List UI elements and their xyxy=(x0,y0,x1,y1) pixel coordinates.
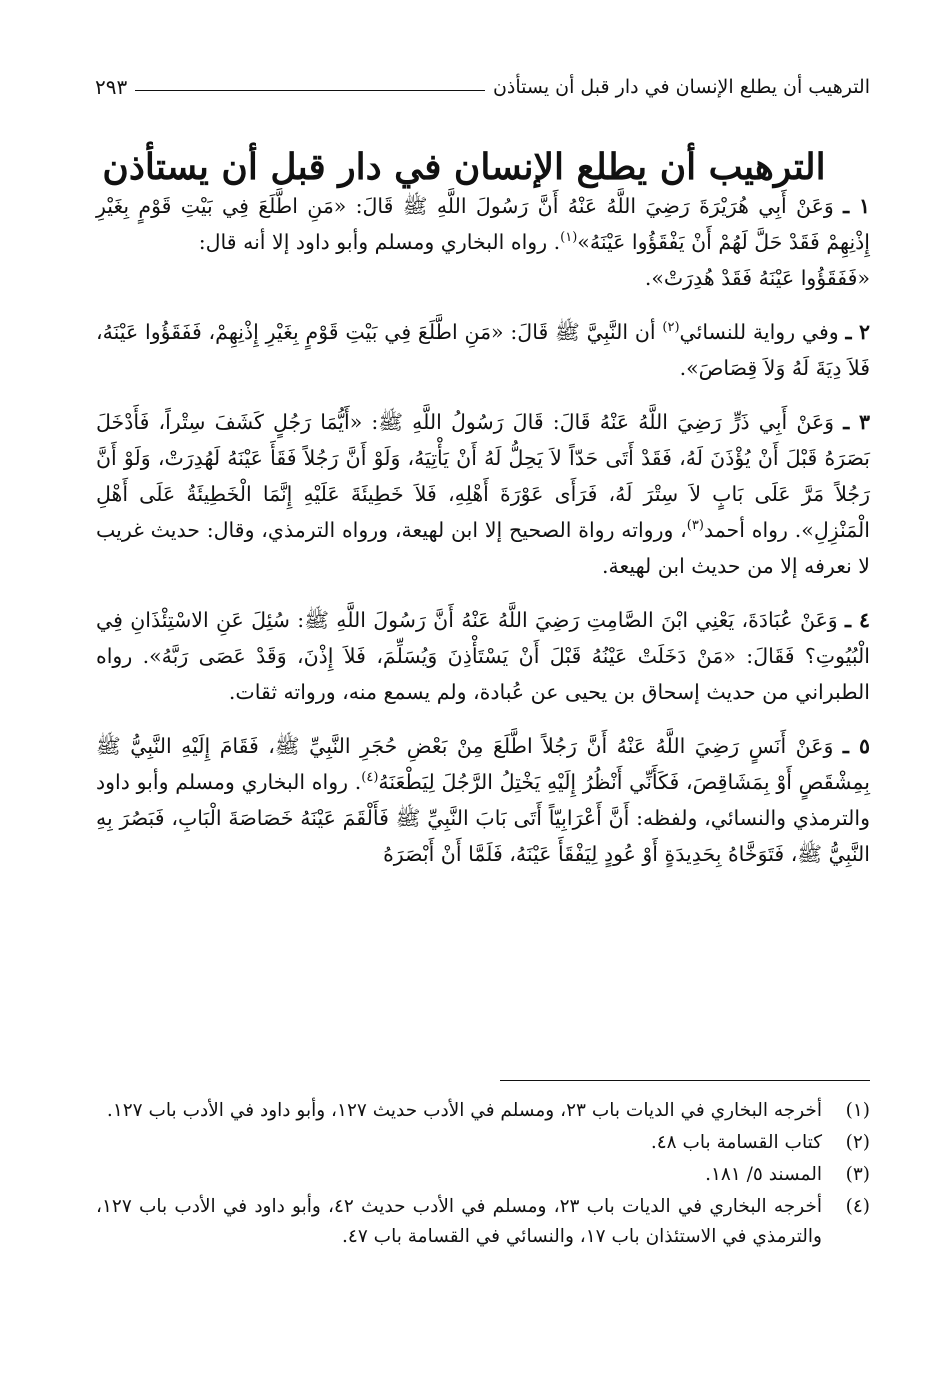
hadith-number: ١ ـ xyxy=(843,194,870,218)
hadith-text: وَعَنْ أَبِي ذَرٍّ رَضِيَ اللَّهُ عَنْهُ قَالَ: قَالَ رَسُولُ اللَّهِ ﷺ: «أَيُّمَا رَجُلٍ كَشَفَ سِتْراً، فَأَدْخَلَ بَصَرَهُ قَبْلَ أَنْ يُؤْذَنَ لَهُ، فَقَدْ أَتَى حَدّاً لاَ يَحِلُّ لَهُ أَنْ يَأْتِيَهُ، وَلَوْ أَنَّ رَجُلاً فَقَأَ عَيْنَهُ لَهُدِرَتْ، وَلَوْ أَنَّ رَجُلاً مَرَّ عَلَى بَابٍ لاَ سِتْرَ لَهُ، فَرَأَى عَوْرَةَ أَهْلِهِ، فَلاَ خَطِيئَةَ عَلَيْهِ إِنَّمَا الْخَطِيئَةُ عَلَى أَهْلِ الْمَنْزِلِ». رواه أحمد xyxy=(96,410,871,542)
header-rule xyxy=(135,90,485,91)
hadith-text: . رواه البخاري ومسلم وأبو داود والترمذي والنسائي، ولفظه: أَنَّ أَعْرَابِيّاً أَتَى بَابَ النَّبِيِّ ﷺ فَأَلْقَمَ عَيْنَهُ خَصَاصَةَ الْبَابِ، فَبَصُرَ بِهِ النَّبِيُّ ﷺ، فَتَوَخَّاهُ بِحَدِيدَةٍ أَوْ عُودٍ لِيَفْقَأَ عَيْنَهُ، فَلَمَّا أَنْ أَبْصَرَهُ xyxy=(96,770,870,866)
hadith-number: ٥ ـ xyxy=(842,734,870,758)
page-number: ٢٩٣ xyxy=(95,75,128,99)
footnote-number: (١) xyxy=(845,1100,870,1121)
hadith-paragraph xyxy=(96,260,870,296)
footnote-ref: (٣) xyxy=(686,518,704,534)
footnote xyxy=(96,1192,870,1252)
hadith-text: أن النَّبِيَّ ﷺ قَالَ: «مَنِ اطَّلَعَ فِي بَيْتِ قَوْمٍ بِغَيْرِ إِذْنِهِمْ، فَفَقَؤُوا عَيْنَهُ، فَلاَ دِيَةَ لَهُ وَلاَ قِصَاصَ». xyxy=(96,320,870,380)
running-title: الترهيب أن يطلع الإنسان في دار قبل أن يستأذن xyxy=(492,76,870,98)
hadith-number: ٢ ـ xyxy=(845,320,870,344)
hadith-text: وَعَنْ أَبِي هُرَيْرَةَ رَضِيَ اللَّهُ عَنْهُ أَنَّ رَسُولَ اللَّهِ ﷺ قَالَ: «مَنِ اطَّلَعَ فِي بَيْتِ قَوْمٍ بِغَيْرِ إِذْنِهِمْ فَقَدْ حَلَّ لَهُمْ أَنْ يَفْقَؤُوا عَيْنَهُ» xyxy=(96,194,870,254)
hadith-paragraph xyxy=(96,602,870,710)
hadith-paragraph xyxy=(96,314,870,386)
footnote-number: (٢) xyxy=(845,1132,870,1153)
hadith-paragraph xyxy=(96,404,870,584)
footnote-ref: (٢) xyxy=(662,320,680,336)
footnote xyxy=(96,1096,870,1126)
footnote-ref: (١) xyxy=(560,230,578,246)
hadith-text: وَعَنْ عُبَادَةَ، يَعْنِي ابْنَ الصَّامِتِ رَضِيَ اللَّهُ عَنْهُ أَنَّ رَسُولَ اللَّهِ ﷺ: سُئِلَ عَنِ الاسْتِئْذَانِ فِي الْبُيُوتِ؟ فَقَالَ: «مَنْ دَخَلَتْ عَيْنُهُ قَبْلَ أَنْ يَسْتَأْذِنَ وَيُسَلِّمَ، فَلاَ إِذْنَ، وَقَدْ عَصَى رَبَّهُ». رواه الطبراني من حديث إسحاق بن يحيى عن عُبادة، ولم يسمع منه، ورواته ثقات. xyxy=(96,608,870,704)
footnote-text: كتاب القسامة باب ٤٨. xyxy=(650,1132,822,1153)
hadith-text: . رواه البخاري ومسلم وأبو داود إلا أنه قال: xyxy=(198,230,561,254)
footnote xyxy=(96,1160,870,1190)
footnote xyxy=(96,1128,870,1158)
hadith-paragraph xyxy=(96,188,870,260)
footnote-number: (٣) xyxy=(845,1164,870,1185)
footnote-ref: (٤) xyxy=(361,770,379,786)
footnote-text: المسند ٥/ ١٨١. xyxy=(705,1164,822,1185)
footnote-text: أخرجه البخاري في الديات باب ٢٣، ومسلم في الأدب حديث ٤٢، وأبو داود في الأدب باب ١٢٧، والترمذي في الاستئذان باب ١٧، والنسائي في القسامة باب ٤٧. xyxy=(96,1196,822,1247)
hadith-text: وفي رواية للنسائي xyxy=(679,320,839,344)
hadith-text: وَعَنْ أَنَسٍ رَضِيَ اللَّهُ عَنْهُ أَنَّ رَجُلاً اطَّلَعَ مِنْ بَعْضِ حُجَرِ النَّبِيِّ ﷺ، فَقَامَ إِلَيْهِ النَّبِيُّ ﷺ بِمِشْقَصٍ أَوْ بِمَشَاقِصَ، فَكَأَنِّي أَنْظُرُ إِلَيْهِ يَخْتِلُ الرَّجُلَ لِيَطْعَنَهُ xyxy=(96,734,870,794)
hadith-5 xyxy=(96,728,870,872)
body-text xyxy=(96,188,870,890)
running-header xyxy=(95,70,870,104)
hadith-3 xyxy=(96,404,870,584)
footnote-number: (٤) xyxy=(845,1196,870,1217)
footnotes xyxy=(96,1096,870,1254)
hadith-2 xyxy=(96,314,870,386)
hadith-paragraph xyxy=(96,728,870,872)
footnote-separator xyxy=(500,1080,870,1081)
hadith-number: ٣ ـ xyxy=(843,410,870,434)
footnote-text: أخرجه البخاري في الديات باب ٢٣، ومسلم في الأدب حديث ١٢٧، وأبو داود في الأدب باب ١٢٧. xyxy=(106,1100,822,1121)
hadith-number: ٤ ـ xyxy=(845,608,870,632)
chapter-title: الترهيب أن يطلع الإنسان في دار قبل أن يستأذن xyxy=(102,146,826,189)
hadith-text: ، ورواته رواة الصحيح إلا ابن لهيعة، ورواه الترمذي، وقال: حديث غريب لا نعرفه إلا من حديث ابن لهيعة. xyxy=(96,518,870,578)
hadith-1 xyxy=(96,188,870,296)
hadith-text: «فَفَقَؤُوا عَيْنَهُ فَقَدْ هُدِرَتْ». xyxy=(644,266,870,290)
hadith-4 xyxy=(96,602,870,710)
